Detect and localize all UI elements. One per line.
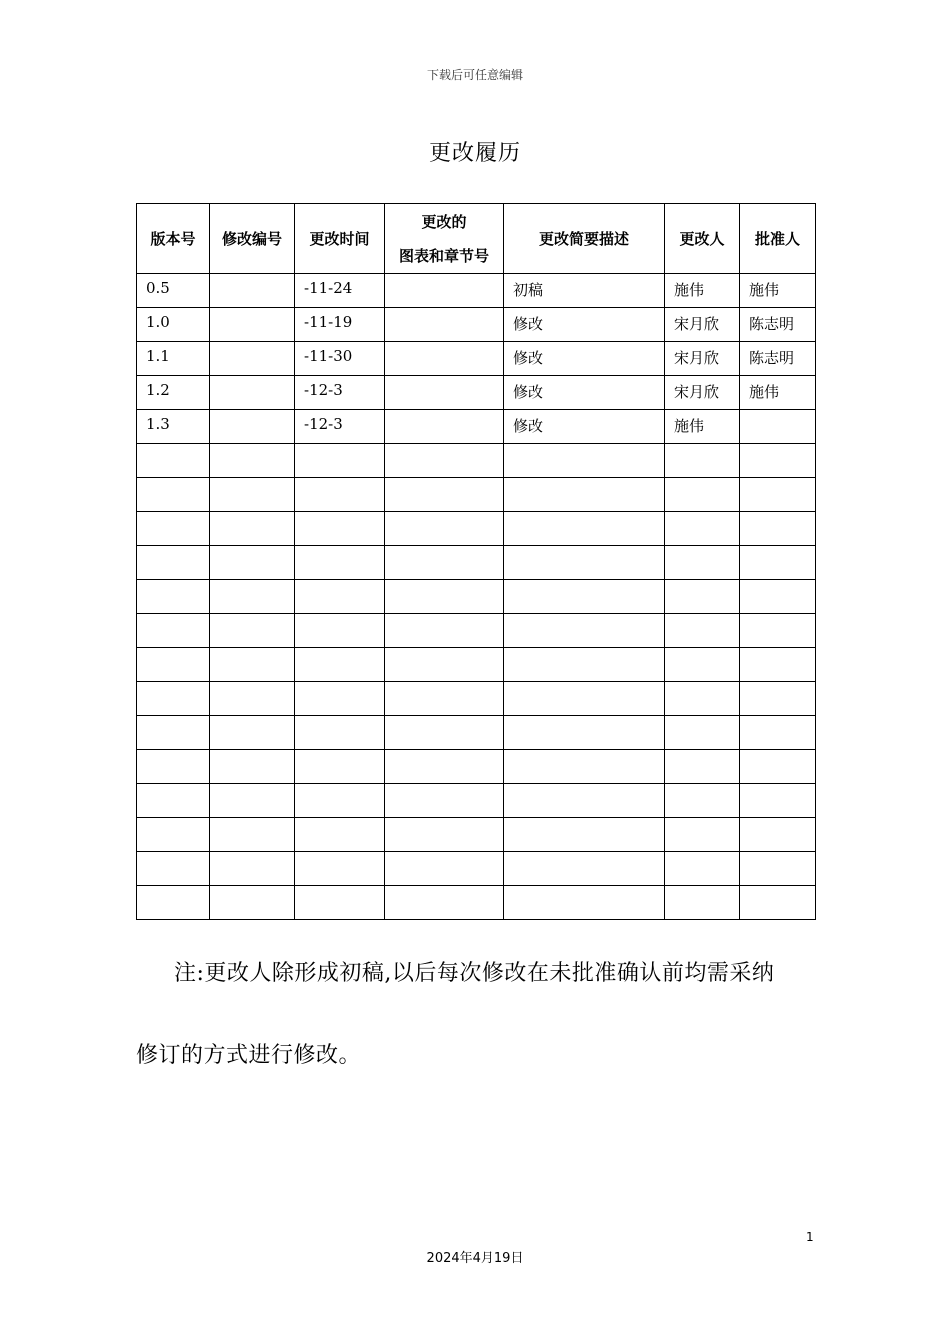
- table-cell: [295, 546, 385, 580]
- table-cell: [665, 818, 740, 852]
- table-cell: 施伟: [665, 274, 740, 308]
- table-cell: [665, 444, 740, 478]
- col-description-header: 更改简要描述: [504, 204, 665, 274]
- table-cell: 初稿: [504, 274, 665, 308]
- table-cell: [210, 580, 295, 614]
- table-cell: [210, 818, 295, 852]
- table-cell: [665, 784, 740, 818]
- table-cell: [385, 852, 504, 886]
- table-cell: [295, 682, 385, 716]
- table-row: [137, 750, 816, 784]
- table-row: [137, 478, 816, 512]
- table-cell: [740, 750, 816, 784]
- table-cell: [504, 682, 665, 716]
- note-line-2: 修订的方式进行修改。: [136, 1043, 362, 1068]
- table-cell: [210, 682, 295, 716]
- col-changer-header: 更改人: [665, 204, 740, 274]
- table-cell: [210, 308, 295, 342]
- table-cell: [385, 478, 504, 512]
- table-cell: 修改: [504, 308, 665, 342]
- table-cell: -12-3: [295, 376, 385, 410]
- table-cell: [504, 716, 665, 750]
- table-cell: [295, 648, 385, 682]
- table-cell: [137, 444, 210, 478]
- table-cell: [740, 784, 816, 818]
- table-cell: [504, 478, 665, 512]
- table-row: [137, 410, 816, 444]
- table-cell: 陈志明: [740, 342, 816, 376]
- table-cell: [740, 512, 816, 546]
- table-cell: [665, 886, 740, 920]
- table-cell: 施伟: [740, 376, 816, 410]
- table-cell: [385, 580, 504, 614]
- page-number: 1: [806, 1230, 814, 1244]
- table-cell: [740, 648, 816, 682]
- table-cell: [385, 308, 504, 342]
- table-cell: [295, 580, 385, 614]
- table-cell: [504, 580, 665, 614]
- page-header: 下载后可任意编辑: [426, 68, 523, 82]
- table-row: [137, 444, 816, 478]
- table-cell: [385, 512, 504, 546]
- table-cell: [295, 716, 385, 750]
- table-cell: [385, 682, 504, 716]
- table-cell: -11-24: [295, 274, 385, 308]
- table-cell: [385, 818, 504, 852]
- table-cell: [504, 784, 665, 818]
- table-row: [137, 614, 816, 648]
- col-change-time-header: 更改时间: [295, 204, 385, 274]
- table-cell: [137, 648, 210, 682]
- table-cell: [665, 716, 740, 750]
- table-cell: [295, 614, 385, 648]
- table-cell: [385, 444, 504, 478]
- table-cell: [504, 648, 665, 682]
- table-cell: [210, 444, 295, 478]
- table-cell: [295, 478, 385, 512]
- table-cell: [385, 716, 504, 750]
- table-row: [137, 274, 816, 308]
- table-cell: [385, 750, 504, 784]
- table-cell: -12-3: [295, 410, 385, 444]
- table-cell: [385, 614, 504, 648]
- table-cell: [137, 886, 210, 920]
- footer-date: 2024年4月19日: [426, 1251, 524, 1266]
- table-row: [137, 342, 816, 376]
- table-cell: 1.2: [137, 376, 210, 410]
- table-cell: [665, 648, 740, 682]
- table-cell: [137, 750, 210, 784]
- table-cell: [740, 614, 816, 648]
- table-cell: [665, 580, 740, 614]
- table-cell: [137, 716, 210, 750]
- table-cell: 1.3: [137, 410, 210, 444]
- table-cell: [295, 784, 385, 818]
- table-cell: 宋月欣: [665, 342, 740, 376]
- table-cell: [385, 274, 504, 308]
- table-cell: [665, 546, 740, 580]
- table-cell: [295, 512, 385, 546]
- table-cell: 宋月欣: [665, 376, 740, 410]
- table-cell: [137, 818, 210, 852]
- table-cell: [740, 852, 816, 886]
- page-title: 更改履历: [428, 141, 521, 166]
- table-cell: [504, 818, 665, 852]
- table-row: [137, 886, 816, 920]
- col-chart-section-header: 更改的 图表和章节号: [385, 204, 504, 274]
- table-cell: [385, 886, 504, 920]
- table-cell: [210, 614, 295, 648]
- table-row: [137, 580, 816, 614]
- table-cell: [740, 546, 816, 580]
- table-row: [137, 308, 816, 342]
- table-cell: [137, 614, 210, 648]
- table-cell: [385, 376, 504, 410]
- table-cell: [504, 512, 665, 546]
- table-cell: -11-30: [295, 342, 385, 376]
- table-row: [137, 376, 816, 410]
- table-row: [137, 818, 816, 852]
- table-cell: 宋月欣: [665, 308, 740, 342]
- change-history-table: [136, 203, 816, 920]
- table-row: [137, 512, 816, 546]
- table-cell: [210, 784, 295, 818]
- table-cell: [210, 410, 295, 444]
- table-header-row: [137, 204, 816, 274]
- col-version-header: 版本号: [137, 204, 210, 274]
- table-cell: [665, 512, 740, 546]
- table-cell: [665, 478, 740, 512]
- table-cell: [210, 274, 295, 308]
- table-cell: [295, 444, 385, 478]
- note-line-1: 注:更改人除形成初稿,以后每次修改在未批准确认前均需采纳: [174, 961, 775, 986]
- table-cell: 0.5: [137, 274, 210, 308]
- table-cell: [385, 342, 504, 376]
- table-cell: [504, 886, 665, 920]
- table-cell: [137, 512, 210, 546]
- table-row: [137, 682, 816, 716]
- table-cell: [740, 580, 816, 614]
- table-cell: [740, 410, 816, 444]
- table-cell: [740, 716, 816, 750]
- table-cell: 施伟: [665, 410, 740, 444]
- table-cell: 修改: [504, 376, 665, 410]
- table-cell: [504, 852, 665, 886]
- table-cell: [295, 750, 385, 784]
- table-cell: 修改: [504, 342, 665, 376]
- table-cell: [504, 750, 665, 784]
- table-cell: [504, 546, 665, 580]
- table-cell: 1.1: [137, 342, 210, 376]
- table-cell: [740, 886, 816, 920]
- table-cell: [137, 682, 210, 716]
- col-change-number-header: 修改编号: [210, 204, 295, 274]
- table-cell: [210, 376, 295, 410]
- table-cell: [385, 410, 504, 444]
- table-cell: [665, 614, 740, 648]
- table-cell: 施伟: [740, 274, 816, 308]
- table-cell: [385, 648, 504, 682]
- table-cell: -11-19: [295, 308, 385, 342]
- table-cell: [210, 478, 295, 512]
- table-cell: [740, 478, 816, 512]
- col-approver-header: 批准人: [740, 204, 816, 274]
- table-cell: 1.0: [137, 308, 210, 342]
- table-cell: [210, 886, 295, 920]
- table-cell: [137, 784, 210, 818]
- table-cell: [665, 852, 740, 886]
- table-cell: [137, 546, 210, 580]
- table-cell: [210, 512, 295, 546]
- table-cell: [210, 716, 295, 750]
- table-cell: 修改: [504, 410, 665, 444]
- table-cell: [665, 682, 740, 716]
- table-row: [137, 852, 816, 886]
- table-cell: [137, 852, 210, 886]
- table-row: [137, 648, 816, 682]
- table-cell: [295, 852, 385, 886]
- table-cell: [665, 750, 740, 784]
- table-row: [137, 716, 816, 750]
- table-cell: [210, 852, 295, 886]
- table-cell: [740, 682, 816, 716]
- table-cell: [210, 648, 295, 682]
- table-cell: [210, 750, 295, 784]
- table-cell: [504, 614, 665, 648]
- table-cell: 陈志明: [740, 308, 816, 342]
- table-row: [137, 784, 816, 818]
- table-cell: [210, 546, 295, 580]
- table-cell: [137, 478, 210, 512]
- table-cell: [385, 784, 504, 818]
- table-body: [137, 274, 816, 920]
- table-cell: [740, 818, 816, 852]
- table-row: [137, 546, 816, 580]
- table-cell: [740, 444, 816, 478]
- table-cell: [504, 444, 665, 478]
- table-cell: [295, 886, 385, 920]
- table-cell: [295, 818, 385, 852]
- table-cell: [385, 546, 504, 580]
- table-cell: [137, 580, 210, 614]
- table-cell: [210, 342, 295, 376]
